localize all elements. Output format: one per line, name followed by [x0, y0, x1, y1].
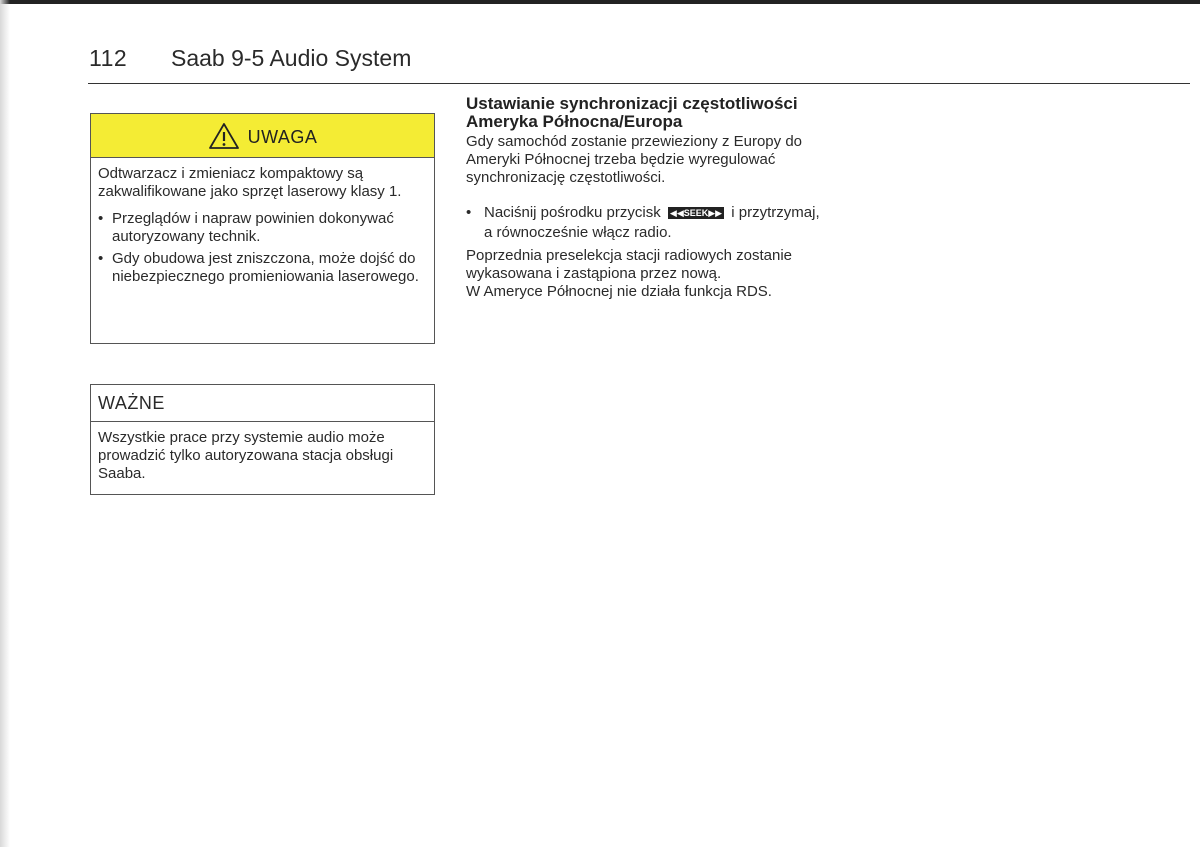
top-edge-bar: [0, 0, 1200, 4]
warning-triangle-icon: [208, 122, 240, 150]
important-box: [90, 384, 435, 495]
section-intro: Gdy samochód zostanie przewieziony z Europy do Ameryki Północnej trzeba będzie wyregulować synchronizację częstotliwości.: [466, 133, 803, 186]
bullet-dot: •: [98, 250, 104, 267]
warning-bullet-text: Gdy obudowa jest zniszczona, może dojść do niebezpiecznego promieniowania laserowego.: [112, 250, 419, 285]
warning-title: UWAGA: [247, 126, 318, 147]
section-title: Ustawianie synchronizacji częstotliwości Ameryka Północna/Europa: [466, 94, 798, 131]
section-bullet-text: [484, 203, 826, 243]
warning-intro: Odtwarzacz i zmieniacz kompaktowy są zakwalifikowane jako sprzęt laserowy klasy 1.: [98, 165, 402, 200]
section-paragraph: Poprzednia preselekcja stacji radiowych zostanie wykasowana i zastąpiona przez nową.: [466, 247, 793, 282]
sync-section: [466, 95, 826, 301]
warning-box: [90, 113, 435, 344]
important-body: Wszystkie prace przy systemie audio może prowadzić tylko autoryzowana stacja obsługi Saaba.: [98, 429, 394, 482]
page-number: 112: [89, 45, 128, 71]
page-title: Saab 9-5 Audio System: [171, 45, 412, 71]
bullet-text-before: Naciśnij pośrodku przycisk: [484, 204, 661, 221]
important-title: WAŻNE: [91, 385, 434, 422]
section-bullet: [466, 203, 826, 243]
bullet-text-after: i przytrzymaj, a równocześnie włącz radio.: [484, 204, 820, 241]
warning-body: [91, 158, 434, 286]
warning-bullet: [98, 210, 426, 246]
warning-header: [91, 114, 434, 158]
warning-bullet-text: Przeglądów i napraw powinien dokonywać autoryzowany technik.: [112, 210, 394, 245]
bullet-dot: •: [98, 210, 104, 227]
section-paragraph: W Ameryce Północnej nie działa funkcja RDS.: [466, 283, 772, 300]
header-divider: [88, 83, 1190, 84]
page-gutter-shadow: [0, 0, 10, 847]
warning-bullet: [98, 250, 426, 286]
bullet-dot: •: [466, 204, 472, 221]
seek-button-icon: ◀◀SEEK▶▶: [669, 208, 723, 218]
